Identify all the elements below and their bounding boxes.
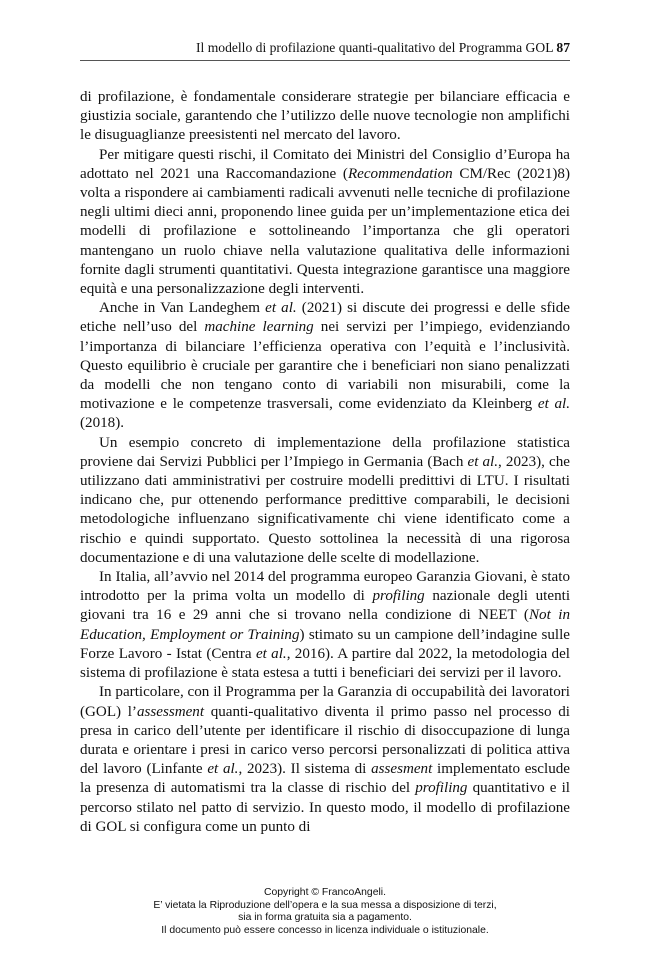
text-run: Un esempio concreto di implementazione della profilazione statistica proviene dai Servizi Pubblici per l’Impiego in Germania (Bach <box>80 434 570 470</box>
italic-text: Not in Education, Employment or Training <box>80 607 570 643</box>
text-run: quantitativo e il percorso stilato nel patto di servizio. In questo modo, il modello di profilazione di GOL si configura come un punto di <box>80 780 570 835</box>
italic-text: et al. <box>467 453 499 470</box>
text-run: di profilazione, è fondamentale considerare strategie per bilanciare efficacia e giustizia sociale, garantendo che l’utilizzo delle nuove tecnologie non amplifichi le disuguaglianze preesistenti nel mercato del lavoro. <box>80 89 570 144</box>
italic-text: Recommendation <box>347 165 453 182</box>
paragraph <box>80 299 570 433</box>
text-run: implementato esclude la presenza di automatismi tra la classe di rischio del <box>80 761 570 797</box>
italic-text: profiling <box>415 780 468 797</box>
text-run: nei servizi per l’impiego, evidenziando l’importanza di bilanciare l’efficienza operativa con l’equità e l’inclusività. Questo equilibrio è cruciale per garantire che i beneficiari non siano penalizzati da modelli che non tengano conto di variabili non misurabili, come la motivazione e le competenze trasversali, come evidenziato da Kleinberg <box>80 319 570 413</box>
text-run: CM/Rec (2021)8) volta a rispondere ai cambiamenti radicali avvenuti nelle tecniche di profilazione negli ultimi dieci anni, proponendo linee guida per un’implementazione etica dei modelli di profilazione e sottolineando l’importanza che gli operatori mantengano un ruolo chiave nella valutazione qualitativa delle informazioni fornite dagli strumenti quantitativi. Questa integrazione garantisce una maggiore equità e una personalizzazione degli interventi. <box>80 165 570 298</box>
text-run: Per mitigare questi rischi, il Comitato dei Ministri del Consiglio d’Europa ha adottato nel 2021 una Raccomandazione ( <box>80 146 570 182</box>
footer-line: sia in forma gratuita sia a pagamento. <box>238 912 412 924</box>
italic-text: assesment <box>371 761 433 778</box>
running-header <box>80 40 570 61</box>
paragraph <box>80 88 570 146</box>
copyright-footer <box>0 887 650 937</box>
body-text <box>80 88 570 837</box>
footer-line: Il documento può essere concesso in licenza individuale o istituzionale. <box>161 924 489 936</box>
footer-line: Copyright © FrancoAngeli. <box>263 887 386 898</box>
text-run: nazionale degli utenti giovani tra 16 e 29 anni che si trovano nella condizione di NEET ( <box>80 588 571 624</box>
paragraph <box>80 568 570 683</box>
text-run: ) stimato su un campione dell’indagine sulle Forze Lavoro - Istat (Centra <box>80 626 570 662</box>
page-number: 87 <box>556 40 570 55</box>
text-run: (2018). <box>80 415 125 432</box>
text-run: , 2023), che utilizzano dati amministrativi per costruire modelli predittivi di LTU. I risultati indicano che, pur ottenendo performance predittive comparabili, le decisioni metodologiche influenzano significativamente chi viene identificato come a rischio e quindi supportato. Questo sottolinea la necessità di una rigorosa documentazione e di una valutazione delle scelte di modellazione. <box>80 453 570 566</box>
italic-text: profiling <box>372 588 425 605</box>
text-run: Anche in Van Landeghem <box>99 300 266 317</box>
italic-text: machine learning <box>204 319 314 336</box>
paragraph <box>80 683 570 837</box>
text-run: In Italia, all’avvio nel 2014 del programma europeo Garanzia Giovani, è stato introdotto per la prima volta un modello di <box>80 569 570 605</box>
italic-text: assessment <box>136 703 205 720</box>
text-run: In particolare, con il Programma per la Garanzia di occupabilità dei lavoratori (GOL) l’ <box>80 684 570 720</box>
footer-line: E’ vietata la Riproduzione dell’opera e la sua messa a disposizione di terzi, <box>153 899 497 911</box>
paragraph <box>80 146 570 300</box>
italic-text: et al. <box>207 761 239 778</box>
text-run: (2021) si discute dei progressi e delle sfide etiche nell’uso del <box>80 300 570 336</box>
italic-text: et al. <box>255 645 287 662</box>
running-title: Il modello di profilazione quanti-qualitativo del Programma GOL <box>196 40 553 55</box>
italic-text: et al. <box>537 396 570 413</box>
text-run: , 2016). A partire dal 2022, la metodologia del sistema di profilazione è stata estesa a tutti i beneficiari dei servizi per il lavoro. <box>80 645 570 682</box>
italic-text: et al. <box>265 300 297 317</box>
text-run: , 2023). Il sistema di <box>238 761 372 778</box>
text-run: quanti-qualitativo diventa il primo passo nel processo di presa in carico dell’utente per identificare il rischio di disoccupazione di lunga durata e orientare i presi in carico verso percorsi personalizzati di politica attiva del lavoro (Linfante <box>80 703 570 778</box>
paragraph <box>80 434 570 568</box>
